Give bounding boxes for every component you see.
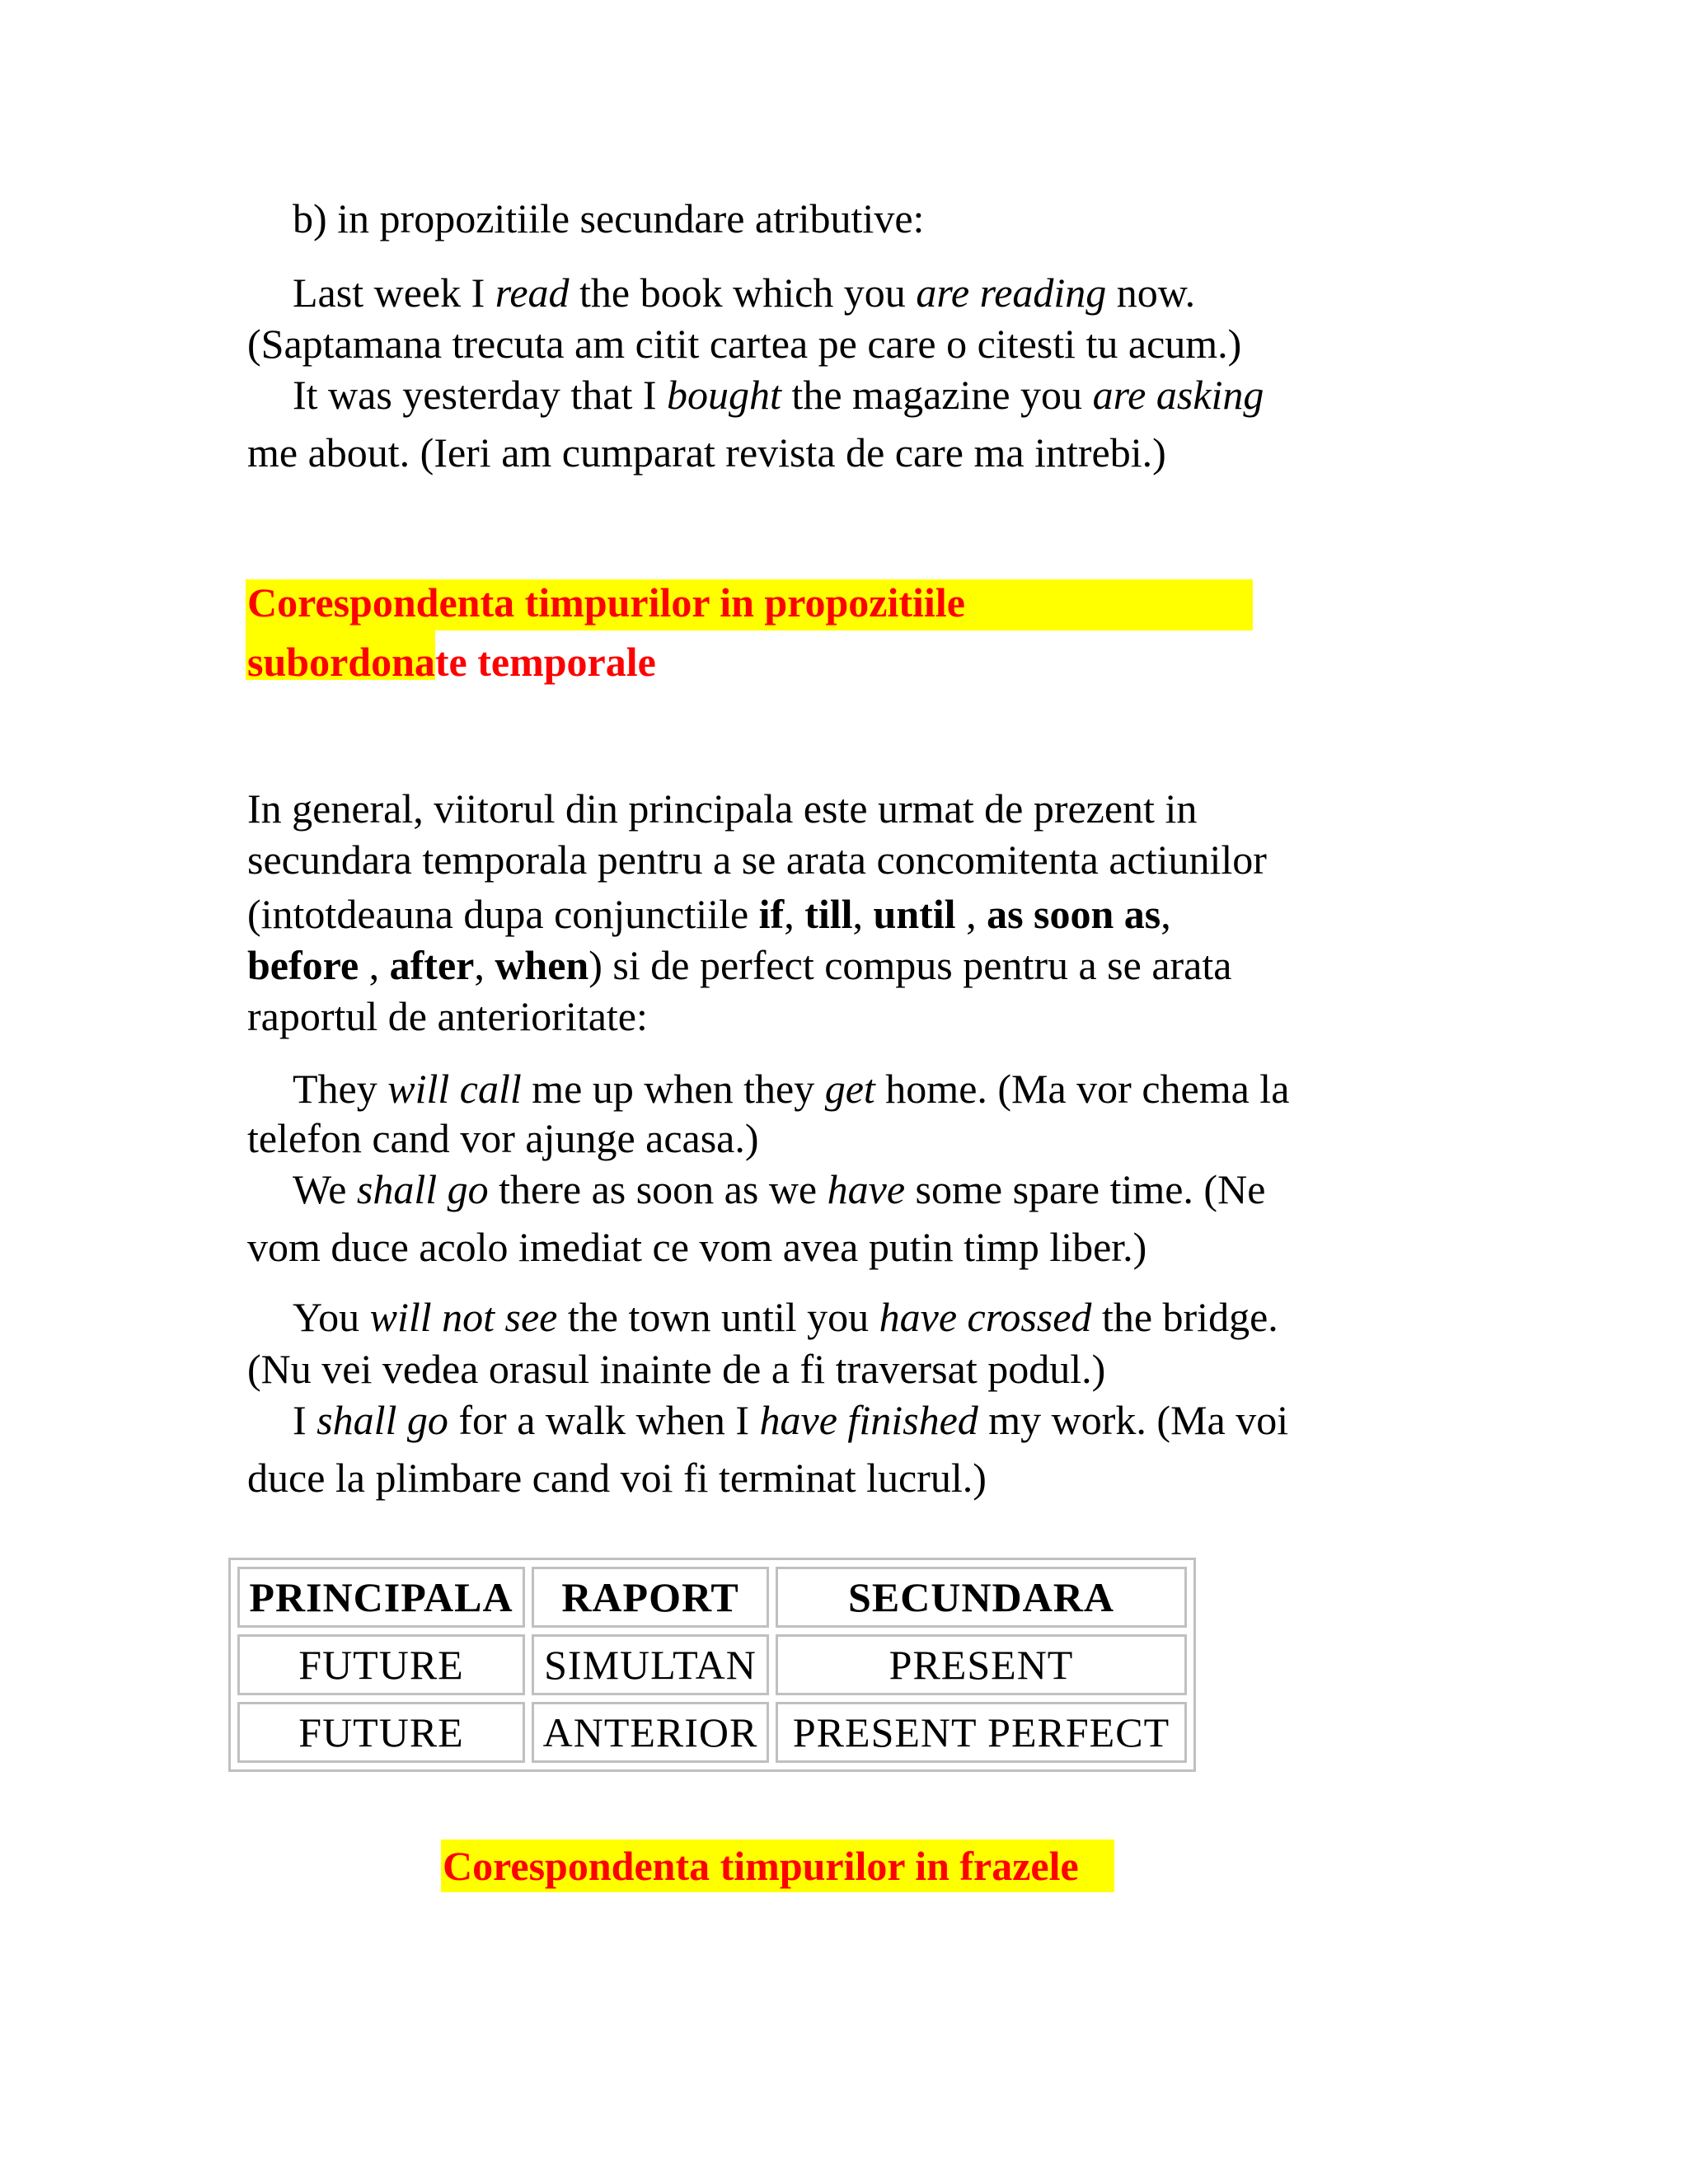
text: I xyxy=(293,1397,317,1443)
paragraph-line: secundara temporala pentru a se arata concomitenta actiunilor xyxy=(247,837,1267,883)
heading-highlighted-part: subordona xyxy=(247,639,435,685)
paragraph-line: (intotdeauna dupa conjunctiile if, till, until , as soon as, xyxy=(247,891,1171,937)
example-translation: duce la plimbare cand voi fi terminat lucrul.) xyxy=(247,1455,987,1501)
text: home. (Ma vor chema la xyxy=(874,1066,1290,1112)
text: We xyxy=(293,1166,357,1212)
example-line xyxy=(293,369,1264,420)
keyword: as soon as xyxy=(987,891,1161,937)
table-cell: PRESENT xyxy=(776,1634,1187,1695)
text: some spare time. (Ne xyxy=(905,1166,1266,1212)
verb: have finished xyxy=(759,1397,978,1443)
text: me up when they xyxy=(521,1066,825,1112)
verb: bought xyxy=(667,372,781,418)
paragraph-line: before , after, when) si de perfect compus pentru a se arata xyxy=(247,942,1232,988)
example-line xyxy=(293,1063,1289,1114)
heading-rest-part: te temporale xyxy=(434,639,656,685)
text: Last week I xyxy=(293,269,495,316)
verb: will call xyxy=(387,1066,522,1112)
example-line xyxy=(293,1394,1288,1446)
table-cell: FUTURE xyxy=(237,1634,525,1695)
verb: shall go xyxy=(316,1397,448,1443)
example-line xyxy=(293,267,1195,318)
keyword: before xyxy=(247,942,359,988)
paragraph-line: raportul de anterioritate: xyxy=(247,993,648,1039)
table-cell: FUTURE xyxy=(237,1702,525,1763)
text: my work. (Ma voi xyxy=(978,1397,1289,1443)
table-header-cell: SECUNDARA xyxy=(776,1567,1187,1628)
verb: get xyxy=(824,1066,875,1112)
keyword: after xyxy=(389,942,475,988)
section-heading xyxy=(247,636,656,687)
text: the town until you xyxy=(557,1294,879,1340)
verb: are asking xyxy=(1092,372,1264,418)
section-heading: Corespondenta timpurilor in propozitiile xyxy=(247,579,965,626)
keyword: if xyxy=(758,891,785,937)
tense-correspondence-table xyxy=(228,1558,1196,1772)
text: It was yesterday that I xyxy=(293,372,668,418)
text: They xyxy=(293,1066,388,1112)
example-translation: me about. (Ieri am cumparat revista de care ma intrebi.) xyxy=(247,429,1166,476)
text: (intotdeauna dupa conjunctiile xyxy=(247,891,759,937)
example-line xyxy=(293,1291,1278,1343)
verb: have crossed xyxy=(879,1294,1092,1340)
text: the bridge. xyxy=(1091,1294,1278,1340)
text: ) si de perfect compus pentru a se arata xyxy=(588,942,1232,988)
keyword: till xyxy=(804,891,853,937)
text: there as soon as we xyxy=(488,1166,828,1212)
table-header-row xyxy=(237,1567,1187,1628)
example-translation: vom duce acolo imediat ce vom avea putin timp liber.) xyxy=(247,1224,1147,1270)
keyword: until xyxy=(873,891,956,937)
text: the magazine you xyxy=(781,372,1093,418)
paragraph-line: In general, viitorul din principala este urmat de prezent in xyxy=(247,785,1198,832)
keyword: when xyxy=(495,942,589,988)
table-row xyxy=(237,1634,1187,1695)
example-translation: telefon cand vor ajunge acasa.) xyxy=(247,1115,759,1161)
example-translation: (Saptamana trecuta am citit cartea pe care o citesti tu acum.) xyxy=(247,321,1242,367)
verb: are reading xyxy=(916,269,1107,316)
table-cell: SIMULTAN xyxy=(532,1634,769,1695)
text: now. xyxy=(1106,269,1196,316)
text: You xyxy=(293,1294,370,1340)
table-cell: PRESENT PERFECT xyxy=(776,1702,1187,1763)
verb: shall go xyxy=(356,1166,489,1212)
example-translation: (Nu vei vedea orasul inainte de a fi traversat podul.) xyxy=(247,1346,1106,1392)
table-header-cell: RAPORT xyxy=(532,1567,769,1628)
section-heading: Corespondenta timpurilor in frazele xyxy=(443,1843,1079,1889)
table-cell: ANTERIOR xyxy=(532,1702,769,1763)
section-b-intro: b) in propozitiile secundare atributive: xyxy=(293,195,925,241)
text: for a walk when I xyxy=(448,1397,760,1443)
verb: have xyxy=(827,1166,906,1212)
text: the book which you xyxy=(569,269,917,316)
table-header-cell: PRINCIPALA xyxy=(237,1567,525,1628)
verb: will not see xyxy=(369,1294,558,1340)
verb: read xyxy=(495,269,570,316)
table-row xyxy=(237,1702,1187,1763)
example-line xyxy=(293,1164,1265,1215)
